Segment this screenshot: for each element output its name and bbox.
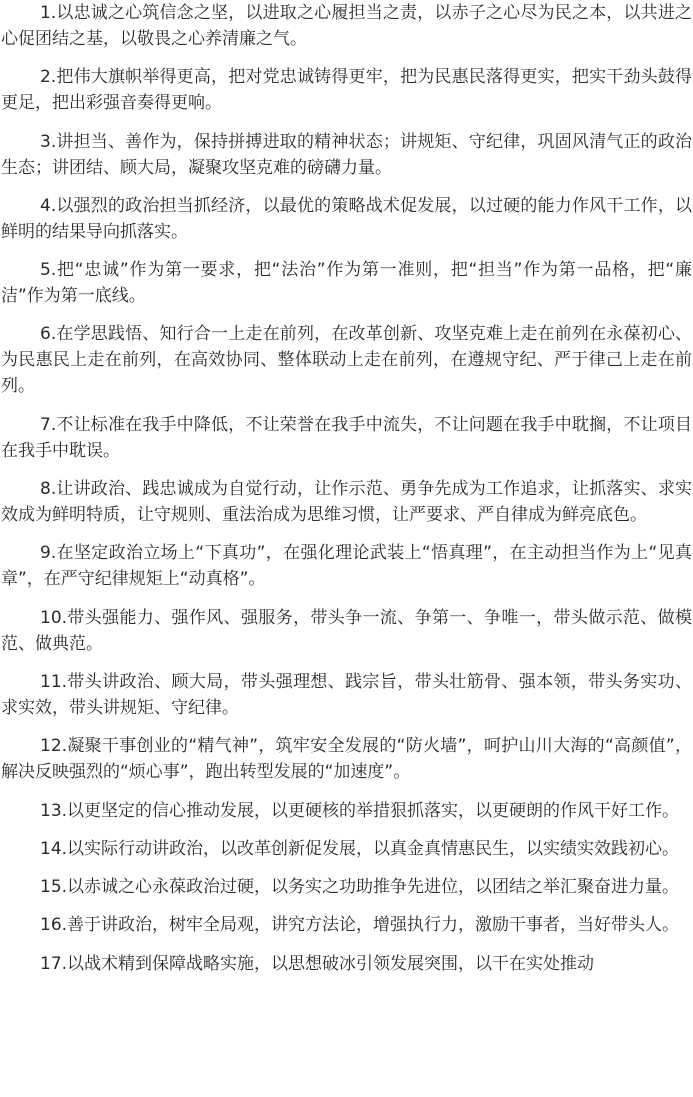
document-body — [1, 0, 692, 989]
list-item-14: 14.以实际行动讲政治，以改革创新促发展，以真金真情惠民生，以实绩实效践初心。 — [40, 838, 680, 859]
list-item-12: 12.凝聚干事创业的“精气神”，筑牢安全发展的“防火墙”，呵护山川大海的“高颜值”，解决反映强烈的“烦心事”，跑出转型发展的“加速度”。 — [1, 736, 692, 783]
list-item-17: 17.以战术精到保障战略实施，以思想破冰引领发展突围，以干在实处推动 — [40, 953, 595, 974]
list-item-1: 1.以忠诚之心筑信念之坚，以进取之心履担当之责，以赤子之心尽为民之本，以共进之心促团结之基，以敬畏之心养清廉之气。 — [1, 3, 692, 49]
list-item-4: 4.以强烈的政治担当抓经济，以最优的策略战术促发展，以过硬的能力作风干工作，以鲜明的结果导向抓落实。 — [1, 195, 692, 242]
list-item-13: 13.以更坚定的信心推动发展，以更硬核的举措狠抓落实，以更硬朗的作风干好工作。 — [40, 800, 680, 821]
list-item-5: 5.把“忠诚”作为第一要求，把“法治”作为第一准则，把“担当”作为第一品格，把“廉洁”作为第一底线。 — [1, 260, 692, 307]
list-item-15: 15.以赤诚之心永葆政治过硬，以务实之功助推争先进位，以团结之举汇聚奋进力量。 — [40, 877, 680, 898]
list-item-8: 8.让讲政治、践忠诚成为自觉行动，让作示范、勇争先成为工作追求，让抓落实、求实效成为鲜明特质，让守规则、重法治成为思维习惯，让严要求、严自律成为鲜亮底色。 — [1, 479, 692, 526]
list-item-10: 10.带头强能力、强作风、强服务，带头争一流、争第一、争唯一，带头做示范、做模范、做典范。 — [1, 607, 692, 654]
list-item-2: 2.把伟大旗帜举得更高，把对党忠诚铸得更牢，把为民惠民落得更实，把实干劲头鼓得更足，把出彩强音奏得更响。 — [1, 67, 692, 114]
list-item-7: 7.不让标准在我手中降低，不让荣誉在我手中流失，不让问题在我手中耽搁，不让项目在我手中耽误。 — [1, 414, 692, 461]
list-item-9: 9.在坚定政治立场上“下真功”，在强化理论武装上“悟真理”，在主动担当作为上“见真章”，在严守纪律规矩上“动真格”。 — [1, 543, 692, 590]
list-item-3: 3.讲担当、善作为，保持拼搏进取的精神状态；讲规矩、守纪律，巩固风清气正的政治生态；讲团结、顾大局，凝聚攻坚克难的磅礴力量。 — [1, 131, 692, 178]
list-item-16: 16.善于讲政治，树牢全局观，讲究方法论，增强执行力，激励干事者，当好带头人。 — [40, 915, 680, 936]
list-item-11: 11.带头讲政治、顾大局，带头强理想、践宗旨，带头壮筋骨、强本领，带头务实功、求实效，带头讲规矩、守纪律。 — [1, 671, 692, 718]
list-item-6: 6.在学思践悟、知行合一上走在前列，在改革创新、攻坚克难上走在前列在永葆初心、为民惠民上走在前列，在高效协同、整体联动上走在前列，在遵规守纪、严于律己上走在前列。 — [1, 324, 692, 397]
